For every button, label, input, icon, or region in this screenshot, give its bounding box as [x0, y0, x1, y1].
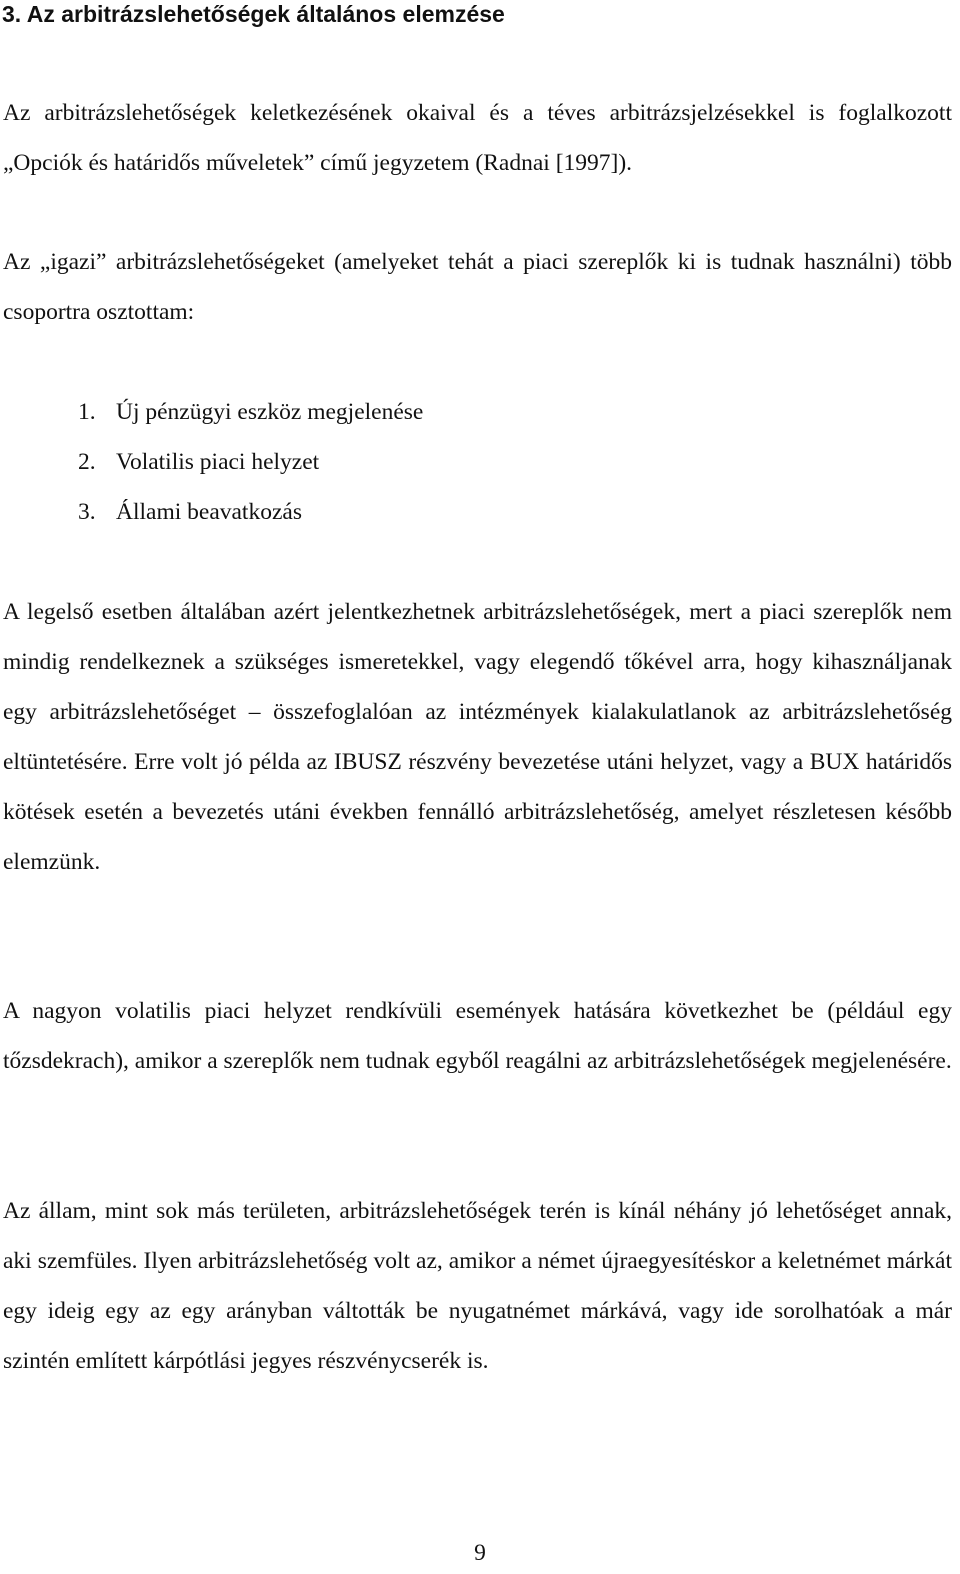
- list-item-text: Új pénzügyi eszköz megjelenése: [116, 399, 424, 425]
- paragraph-first-case: A legelső esetben általában azért jelentkezhetnek arbitrázslehetőségek, mert a piaci szereplők nem mindig rendelkeznek a szükséges ismeretekkel, vagy elegendő tőkével arra, hogy kihasználjanak egy arbitrázslehetőséget – összefoglalóan az intézmények kialakulatlanok az arbitrázslehetőség eltüntetésére. Erre volt jó példa az IBUSZ részvény bevezetése utáni helyzet, vagy a BUX határidős kötések esetén a bevezetés utáni években fennálló arbitrázslehetőség, amelyet részletesen később elemzünk.: [3, 599, 952, 875]
- paragraph-groups: Az „igazi” arbitrázslehetőségeket (amelyeket tehát a piaci szereplők ki is tudnak használni) több csoportra osztottam:: [3, 249, 952, 325]
- list-item: [78, 437, 423, 487]
- list-item-text: Állami beavatkozás: [116, 499, 302, 525]
- section-heading: 3. Az arbitrázslehetőségek általános elemzése: [2, 1, 505, 27]
- paragraph-state-intervention: Az állam, mint sok más területen, arbitrázslehetőségek terén is kínál néhány jó lehetőséget annak, aki szemfüles. Ilyen arbitrázslehetőség volt az, amikor a német újraegyesítéskor a keletnémet márkát egy ideig egy az egy arányban váltották be nyugatnémet márkává, vagy ide sorolhatóak a már szintén említett kárpótlási jegyes részvénycserék is.: [3, 1198, 952, 1374]
- page-number: 9: [474, 1540, 486, 1566]
- list-item-text: Volatilis piaci helyzet: [116, 449, 320, 475]
- list-item: [78, 387, 423, 437]
- list-item-number: 2.: [78, 449, 96, 475]
- category-list: [78, 387, 423, 537]
- paragraph-intro: Az arbitrázslehetőségek keletkezésének okaival és a téves arbitrázsjelzésekkel is foglalkozott „Opciók és határidős műveletek” című jegyzetem (Radnai [1997]).: [3, 100, 952, 176]
- paragraph-volatile-market: A nagyon volatilis piaci helyzet rendkívüli események hatására következhet be (például egy tőzsdekrach), amikor a szereplők nem tudnak egyből reagálni az arbitrázslehetőségek megjelenésére.: [3, 998, 952, 1074]
- list-item-number: 3.: [78, 499, 96, 525]
- list-item-number: 1.: [78, 399, 96, 425]
- list-item: [78, 487, 423, 537]
